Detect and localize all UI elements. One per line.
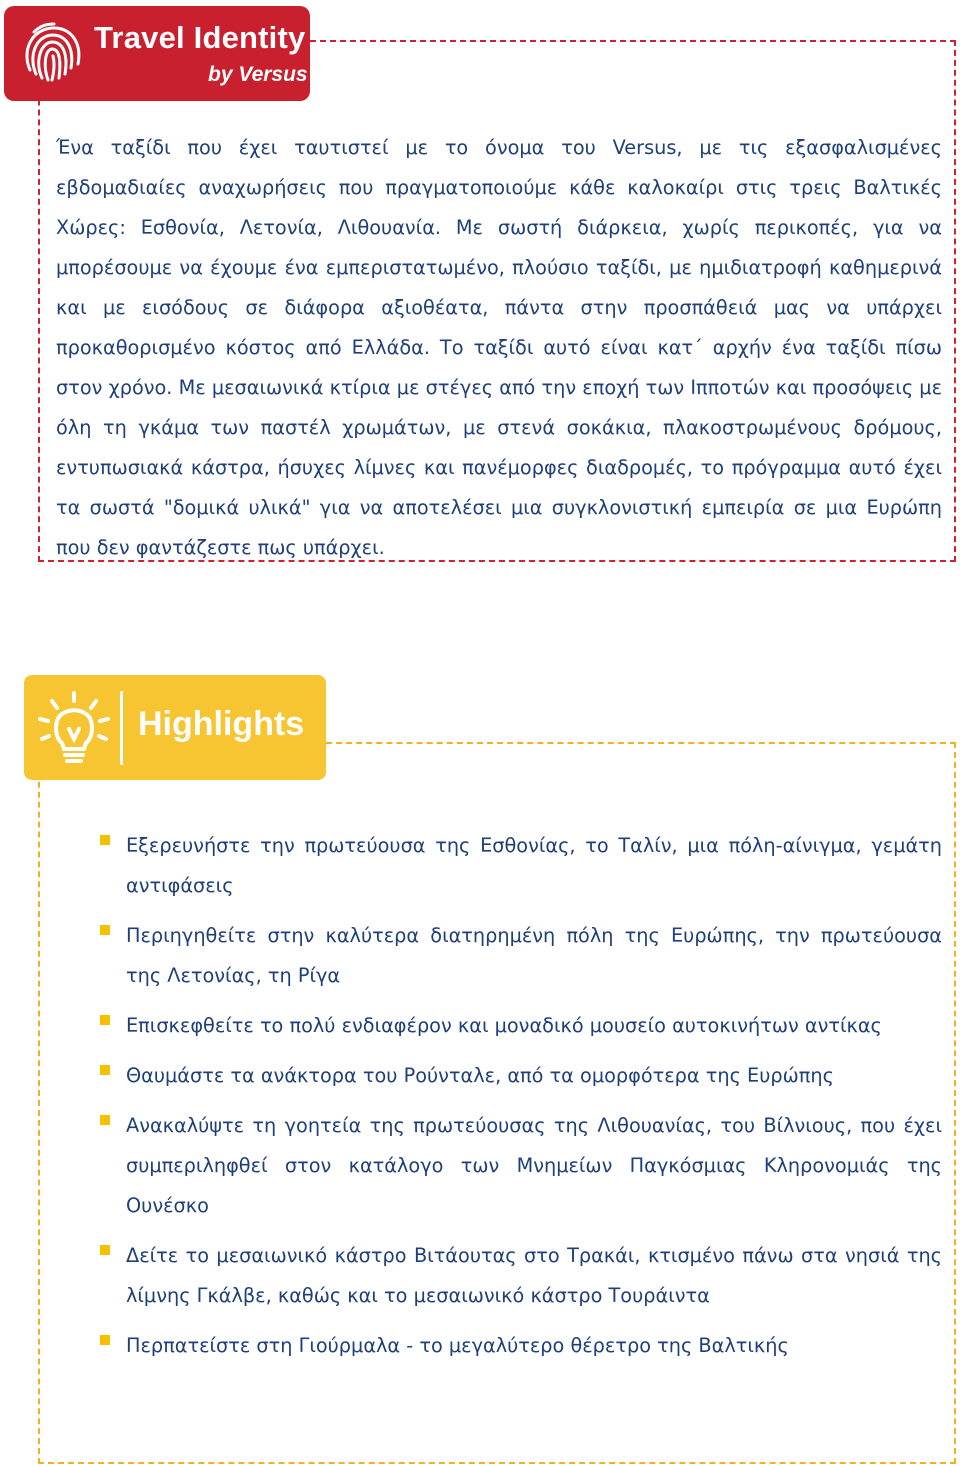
square-bullet-icon xyxy=(100,925,110,935)
highlight-item xyxy=(96,1326,942,1366)
highlight-text: Θαυμάστε τα ανάκτορα του Ρούνταλε, από τα ομορφότερα της Ευρώπης xyxy=(126,1064,834,1087)
highlights-divider xyxy=(120,691,123,765)
highlight-text: Περπατείστε στη Γιούρμαλα - το μεγαλύτερο θέρετρο της Βαλτικής xyxy=(126,1334,789,1357)
square-bullet-icon xyxy=(100,1065,110,1075)
highlights-title: Highlights xyxy=(138,705,305,743)
square-bullet-icon xyxy=(100,835,110,845)
square-bullet-icon xyxy=(100,1245,110,1255)
square-bullet-icon xyxy=(100,1015,110,1025)
square-bullet-icon xyxy=(100,1115,110,1125)
highlight-item xyxy=(96,1056,942,1096)
highlight-text: Περιηγηθείτε στην καλύτερα διατηρημένη πόλη της Ευρώπης, την πρωτεύουσα της Λετονίας, τη Ρίγα xyxy=(126,924,942,987)
highlight-text: Επισκεφθείτε το πολύ ενδιαφέρον και μοναδικό μουσείο αυτοκινήτων αντίκας xyxy=(126,1014,882,1037)
highlights-badge xyxy=(24,675,326,780)
fingerprint-icon xyxy=(16,18,88,90)
highlights-list xyxy=(96,826,942,1376)
lightbulb-icon xyxy=(32,689,116,769)
highlight-item xyxy=(96,1106,942,1226)
travel-identity-subtitle: by Versus xyxy=(208,63,308,86)
highlight-item xyxy=(96,916,942,996)
highlight-text: Δείτε το μεσαιωνικό κάστρο Βιτάουτας στο Τρακάι, κτισμένο πάνω στα νησιά της λίμνης Γκάλβε, καθώς και το μεσαιωνικό κάστρο Τουράιντα xyxy=(126,1244,942,1307)
highlight-item xyxy=(96,1236,942,1316)
highlight-text: Ανακαλύψτε τη γοητεία της πρωτεύουσας της Λιθουανίας, του Βίλνιους, που έχει συμπεριληφθεί στον κατάλογο των Μνημείων Παγκόσμιας Κληρονομιάς της Ουνέσκο xyxy=(126,1114,942,1217)
travel-identity-top-border xyxy=(310,40,956,42)
travel-identity-body: Ένα ταξίδι που έχει ταυτιστεί με το όνομα του Versus, με τις εξασφαλισμένες εβδομαδιαίες αναχωρήσεις που πραγματοποιούμε κάθε καλοκαίρι στις τρεις Βαλτικές Χώρες: Εσθονία, Λετονία, Λιθουανία. Με σωστή διάρκεια, χωρίς περικοπές, για να μπορέσουμε να έχουμε ένα εμπεριστατωμένο, πλούσιο ταξίδι, με ημιδιατροφή καθημερινά και με εισόδους σε διάφορα αξιοθέατα, πάντα στην προσπάθειά μας να υπάρχει προκαθορισμένο κόστος από Ελλάδα. Το ταξίδι αυτό είναι κατ΄ αρχήν ένα ταξίδι πίσω στον χρόνο. Με μεσαιωνικά κτίρια με στέγες από την εποχή των Ιπποτών και προσόψεις με όλη τη γκάμα των παστέλ χρωμάτων, με στενά σοκάκια, πλακοστρωμένους δρόμους, εντυπωσιακά κάστρα, ήσυχες λίμνες και πανέμορφες διαδρομές, το πρόγραμμα αυτό έχει τα σωστά "δομικά υλικά" για να αποτελέσει μια συγκλονιστική εμπειρία σε μια Ευρώπη που δεν φαντάζεστε πως υπάρχει. xyxy=(56,136,942,559)
highlight-item xyxy=(96,826,942,906)
square-bullet-icon xyxy=(100,1335,110,1345)
travel-identity-badge xyxy=(4,6,310,101)
highlights-top-border xyxy=(326,742,956,744)
highlight-item xyxy=(96,1006,942,1046)
travel-identity-title: Travel Identity xyxy=(94,20,306,55)
highlight-text: Εξερευνήστε την πρωτεύουσα της Εσθονίας, το Ταλίν, μια πόλη-αίνιγμα, γεμάτη αντιφάσεις xyxy=(126,834,942,897)
